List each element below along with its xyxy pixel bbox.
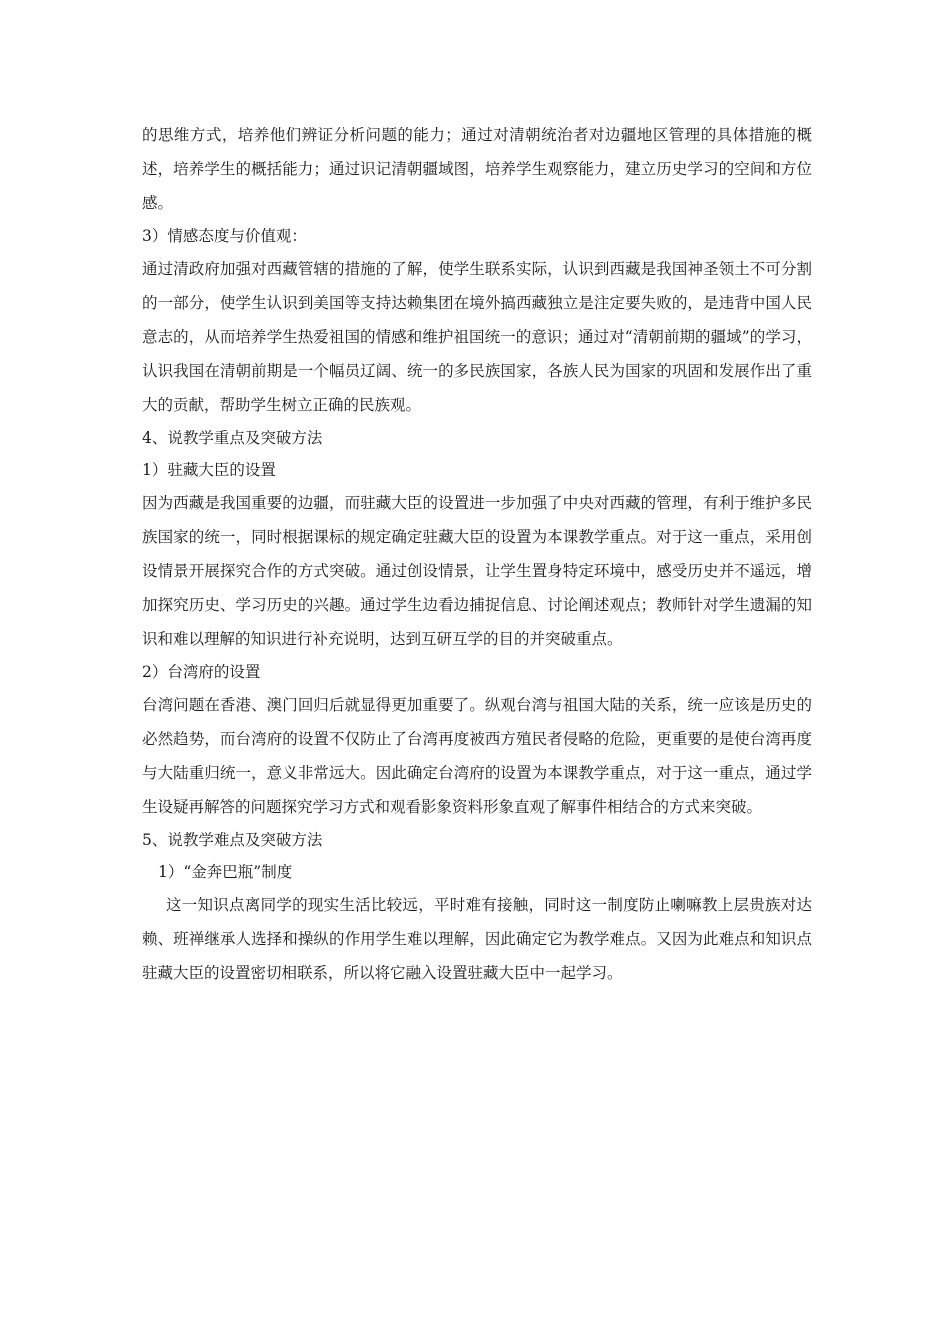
heading-emotion-values: 3）情感态度与价值观：: [142, 227, 307, 245]
paragraph-thinking-methods: 的思维方式，培养他们辨证分析问题的能力；通过对清朝统治者对边疆地区管理的具体措施的概述，培养学生的概括能力；通过识记清朝疆域图，培养学生观察能力，建立历史学习的空间和方位感。: [142, 126, 812, 212]
heading-golden-urn: 1）“金奔巴瓶”制度: [158, 863, 293, 881]
paragraph-tibet-minister: 因为西藏是我国重要的边疆，而驻藏大臣的设置进一步加强了中央对西藏的管理，有利于维护多民族国家的统一，同时根据课标的规定确定驻藏大臣的设置为本课教学重点。对于这一重点，采用创设情景开展探究合作的方式突破。通过创设情景，让学生置身特定环境中，感受历史并不遥远，增加探究历史、学习历史的兴趣。通过学生边看边捕捉信息、讨论阐述观点；教师针对学生遗漏的知识和难以理解的知识进行补充说明，达到互研互学的目的并突破重点。: [142, 494, 812, 648]
heading-taiwan-prefecture: 2）台湾府的设置: [142, 663, 261, 681]
paragraph-emotion-values: 通过清政府加强对西藏管辖的措施的了解，使学生联系实际，认识到西藏是我国神圣领土不可分割的一部分，使学生认识到美国等支持达赖集团在境外搞西藏独立是注定要失败的，是违背中国人民意志的，从而培养学生热爱祖国的情感和维护祖国统一的意识；通过对“清朝前期的疆域”的学习，认识我国在清朝前期是一个幅员辽阔、统一的多民族国家，各族人民为国家的巩固和发展作出了重大的贡献，帮助学生树立正确的民族观。: [142, 260, 812, 414]
document-body: [142, 118, 812, 990]
heading-tibet-minister: 1）驻藏大臣的设置: [142, 461, 276, 479]
heading-key-points: 4、说教学重点及突破方法: [142, 429, 323, 447]
paragraph-taiwan-prefecture: 台湾问题在香港、澳门回归后就显得更加重要了。纵观台湾与祖国大陆的关系，统一应该是历史的必然趋势，而台湾府的设置不仅防止了台湾再度被西方殖民者侵略的危险，更重要的是使台湾再度与大陆重归统一，意义非常远大。因此确定台湾府的设置为本课教学重点，对于这一重点，通过学生设疑再解答的问题探究学习方式和观看影象资料形象直观了解事件相结合的方式来突破。: [142, 696, 812, 816]
heading-difficult-points: 5、说教学难点及突破方法: [142, 831, 323, 849]
paragraph-golden-urn: 这一知识点离同学的现实生活比较远，平时难有接触，同时这一制度防止喇嘛教上层贵族对达赖、班禅继承人选择和操纵的作用学生难以理解，因此确定它为教学难点。又因为此难点和知识点驻藏大臣的设置密切相联系，所以将它融入设置驻藏大臣中一起学习。: [142, 896, 812, 982]
